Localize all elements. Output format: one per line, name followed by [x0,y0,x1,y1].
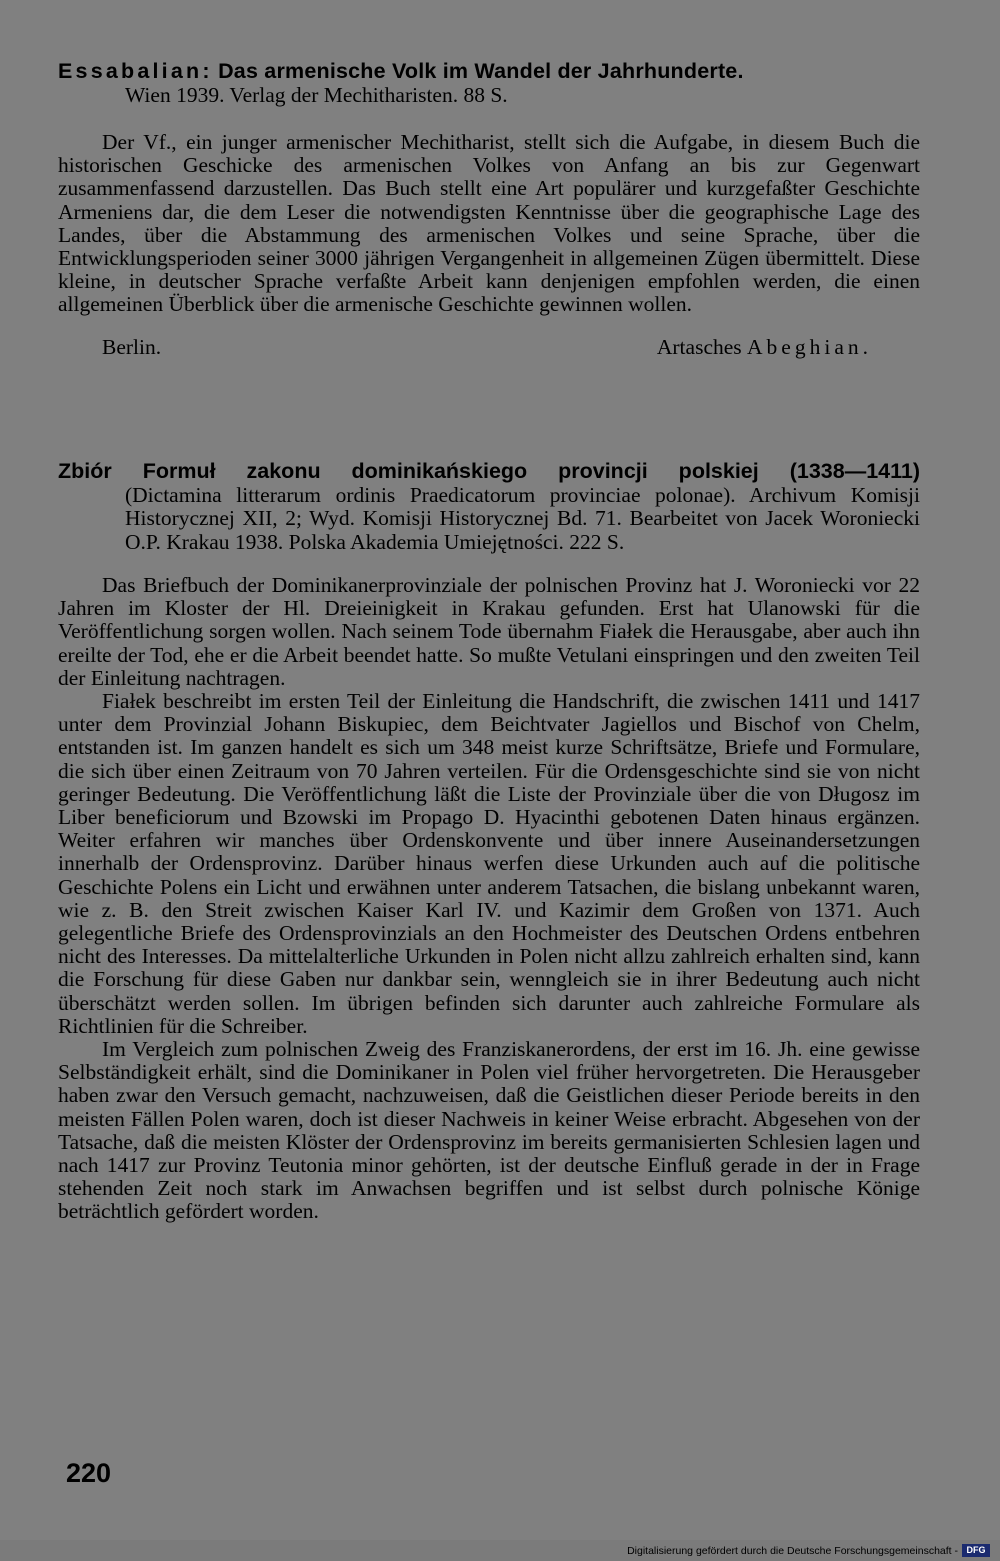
signature-reviewer [657,335,872,360]
review-body [58,574,920,1224]
dfg-logo-icon: DFG [962,1544,990,1557]
review-zbior-formul [58,460,920,1224]
review-paragraph: Das Briefbuch der Dominikanerprovinziale der polnischen Provinz hat J. Woroniecki vor 22 Jahren im Kloster der Hl. Dreieinigkeit in Krakau gefunden. Erst hat Ulanowski für die Veröffentlichung sorgen wollen. Nach seinem Tode übernahm Fiałek die Herausgabe, aber auch ihn ereilte der Tod, ehe er die Arbeit beendet hatte. So mußte Vetulani einspringen und den zweiten Teil der Einleitung nachtragen. [58,573,920,690]
review-paragraph: Der Vf., ein junger armenischer Mechitharist, stellt sich die Aufgabe, in diesem Buch die historischen Geschicke des armenischen Volkes von Anfang an bis zur Gegenwart zusammenfassend darzustellen. Das Buch stellt eine Art populärer und kurzgefaßter Geschichte Armeniens dar, die dem Leser die notwendigsten Kenntnisse über die geographische Lage des Landes, über die Abstammung des armenischen Volkes und seine Sprache, über die Entwicklungsperioden seiner 3000 jährigen Vergangenheit in allgemeinen Zügen übermittelt. Diese kleine, in deutscher Sprache verfaßte Arbeit kann denjenigen empfohlen werden, die einen allgemeinen Überblick über die armenische Geschichte gewinnen wollen. [58,130,920,317]
review-book-title: Zbiór Formuł zakonu dominikańskiego provincji polskiej (1338—1411) [58,459,920,483]
review-book-title: Das armenische Volk im Wandel der Jahrhunderte. [218,59,744,83]
reviewer-last-name: Abeghian. [747,334,872,359]
review-paragraph: Fiałek beschreibt im ersten Teil der Einleitung die Handschrift, die zwischen 1411 und 1417 unter dem Provinzial Johann Biskupiec, dem Beichtvater Jagiellos und Bischof von Chelm, entstanden ist. Im ganzen handelt es sich um 348 meist kurze Schriftsätze, Briefe und Formulare, die sich über einen Zeitraum von 70 Jahren verteilen. Für die Ordensgeschichte sind sie von nicht geringer Bedeutung. Die Veröffentlichung läßt die Liste der Provinziale über die von Długosz im Liber beneficiorum und Bzowski im Propago D. Hyacinthi gebotenen Daten hinaus ergänzen. Weiter erfahren wir manches über Ordenskonvente und über innere Auseinandersetzungen innerhalb der Ordensprovinz. Darüber hinaus werfen diese Urkunden auch auf die politische Geschichte Polens ein Licht und erwähnen unter anderem Tatsachen, die bislang unbekannt waren, wie z. B. den Streit zwischen Kaiser Karl IV. und Kazimir dem Großen von 1371. Auch gelegentliche Briefe des Ordensprovinzials an den Hochmeister des Deutschen Ordens entbehren nicht des Interesses. Da mittelalterliche Urkunden in Polen nicht allzu zahlreich erhalten sind, kann die Forschung für diese Gaben nur dankbar sein, wenngleich sie in ihrer Bedeutung auch nicht überschätzt werden sollen. Im übrigen befinden sich darunter auch zahlreiche Formulare als Richtlinien für die Schreiber. [58,689,920,1038]
review-author: Essabalian: [58,59,213,83]
review-bibliography: (Dictamina litterarum ordinis Praedicatorum provinciae polonae). Archivum Komisji Historycznej XII, 2; Wyd. Komisji Historycznej Bd. 71. Bearbeitet von Jacek Woroniecki O.P. Krakau 1938. Polska Akademia Umiejętności. 222 S. [125,482,920,554]
review-essabalian [58,60,920,361]
reviewer-first-name: Artasches [656,334,742,359]
review-paragraph: Im Vergleich zum polnischen Zweig des Franziskanerordens, der erst im 16. Jh. eine gewisse Selbständigkeit erhält, sind die Dominikaner in Polen viel früher hervorgetreten. Die Herausgeber haben zwar den Versuch gemacht, nachzuweisen, daß die Geistlichen dieser Periode bereits in den meisten Fällen Polen waren, doch ist dieser Nachweis in keiner Weise erbracht. Abgesehen von der Tatsache, daß die meisten Klöster der Ordensprovinz im bereits germanisierten Schlesien lagen und nach 1417 zur Provinz Teutonia minor gehörten, ist der deutsche Einfluß gerade in der in Frage stehenden Zeit noch stark im Anwachsen begriffen und ist selbst durch polnische Könige beträchtlich gefördert worden. [58,1037,920,1224]
footer-credit: Digitalisierung gefördert durch die Deutsche Forschungsgemeinschaft - [627,1545,958,1557]
review-heading [58,460,920,554]
signature-place: Berlin. [102,334,162,359]
review-body [58,131,920,317]
review-bibliography: Wien 1939. Verlag der Mechitharisten. 88 S. [125,82,508,107]
review-heading [58,60,920,107]
page-number: 220 [66,1458,112,1488]
review-signature [58,335,920,361]
